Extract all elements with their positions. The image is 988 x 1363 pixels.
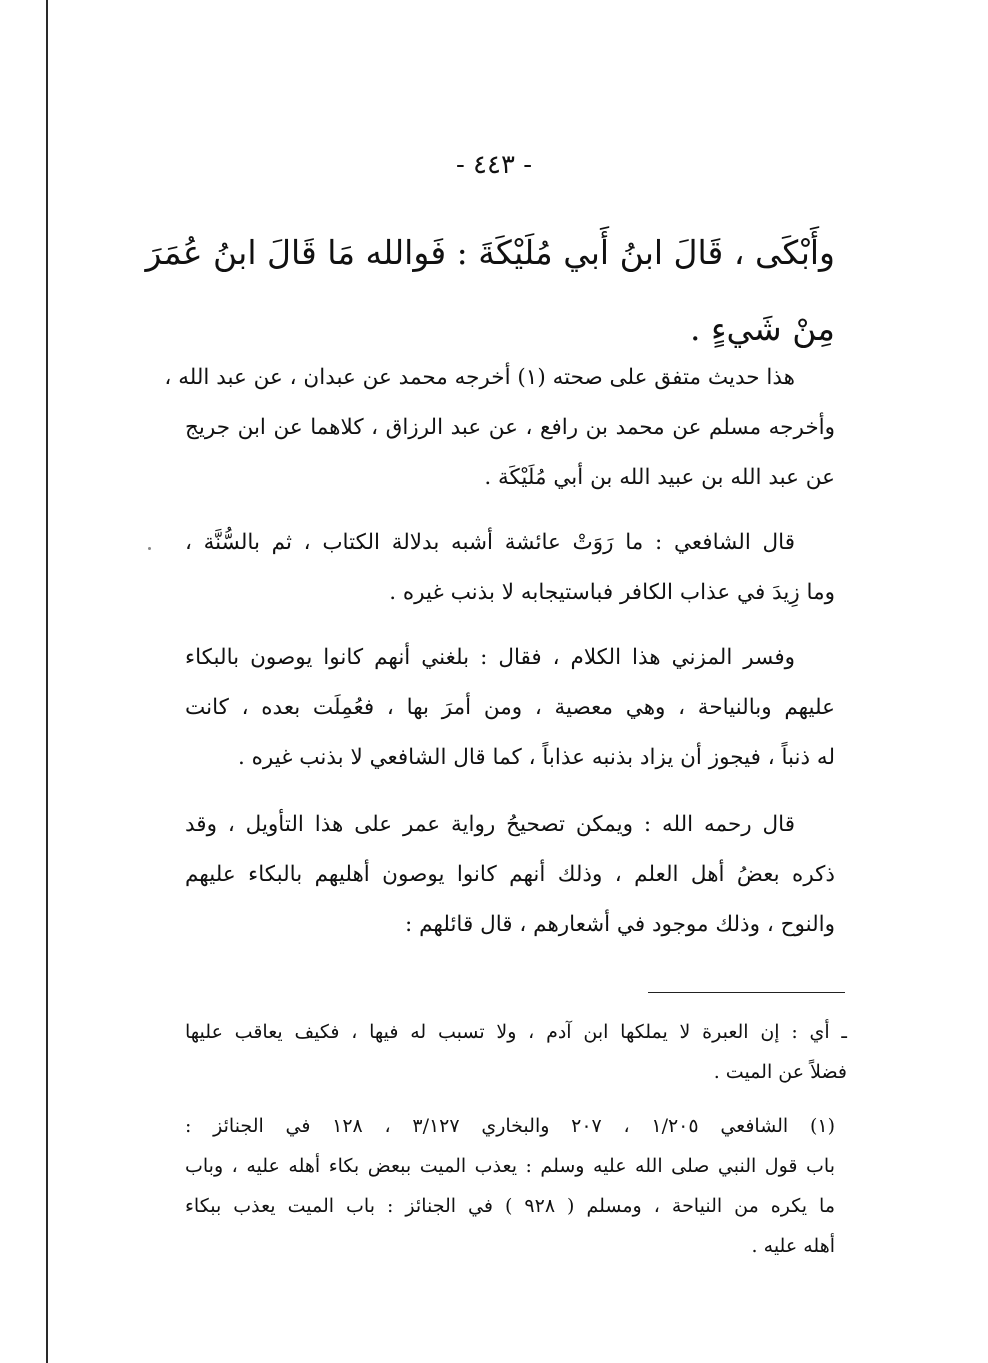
footnote-separator [648,992,845,993]
paragraph-line: هذا حديث متفق على صحته (١) أخرجه محمد عن عبدان ، عن عبد الله ، [164,365,795,390]
paragraph-hadith-source [164,353,835,503]
paragraph-line: قال رحمه الله : ويمكن تصحيحُ رواية عمر على هذا التأويل ، وقد [185,812,795,837]
footnote-line: باب قول النبي صلى الله عليه وسلم : يعذب الميت ببعض بكاء أهله عليه ، وباب [185,1155,835,1177]
paragraph-line: له ذنباً ، فيجوز أن يزاد بذنبه عذاباً ، كما قال الشافعي لا بذنب غيره . [237,745,835,770]
paragraph-line: وفسر المزني هذا الكلام ، فقال : بلغني أنهم كانوا يوصون بالبكاء [185,645,795,670]
paragraph-line: عليهم وبالنياحة ، وهي معصية ، ومن أمرَ بها ، فعُمِلَت بعده ، كانت [185,695,835,720]
footnote-1 [185,1106,835,1266]
paragraph-muzani [185,633,835,783]
page-number: - ٤٤٣ - [455,150,533,180]
paragraph-line: وأخرجه مسلم عن محمد بن رافع ، عن عبد الرزاق ، كلاهما عن ابن جريج [185,415,835,440]
footnote-continuation [185,1012,847,1092]
footnote-line: أهله عليه . [751,1235,835,1257]
paragraph-shafii [185,518,835,618]
verse-block [145,215,835,367]
scan-speck [148,547,151,550]
paragraph-line: وما زِيدَ في عذاب الكافر فباستيجابه لا بذنب غيره . [389,580,835,605]
footnote-line: ـ أي : إن العبرة لا يملكها ابن آدم ، ولا تسبب له فيها ، فكيف يعاقب عليها [185,1021,847,1043]
paragraph-line: والنوح ، وذلك موجود في أشعارهم ، قال قائلهم : [405,912,835,937]
paragraph-line: عن عبد الله بن عبيد الله بن أبي مُلَيْكَة . [484,465,835,490]
footnote-line: فضلاً عن الميت . [713,1061,847,1083]
verse-line: مِنْ شَيءٍ . [690,309,835,348]
footnote-line: ما يكره من النياحة ، ومسلم ( ٩٢٨ ) في الجنائز : باب الميت يعذب ببكاء [185,1195,835,1217]
paragraph-line: قال الشافعي : ما رَوَتْ عائشة أشبه بدلالة الكتاب ، ثم بالسُّنَّة ، [185,530,795,555]
page-edge-line [46,0,48,1363]
footnote-line: (١) الشافعي ١/٢٠٥ ، ٢٠٧ والبخاري ٣/١٢٧ ، ١٢٨ في الجنائز : [185,1115,835,1137]
paragraph-interpretation [185,800,835,950]
verse-line: وأَبْكَى ، قَالَ ابنُ أَبي مُلَيْكَةَ : فَوالله مَا قَالَ ابنُ عُمَرَ [145,233,835,272]
paragraph-line: ذكره بعضُ أهل العلم ، وذلك أنهم كانوا يوصون أهليهم بالبكاء عليهم [185,862,835,887]
